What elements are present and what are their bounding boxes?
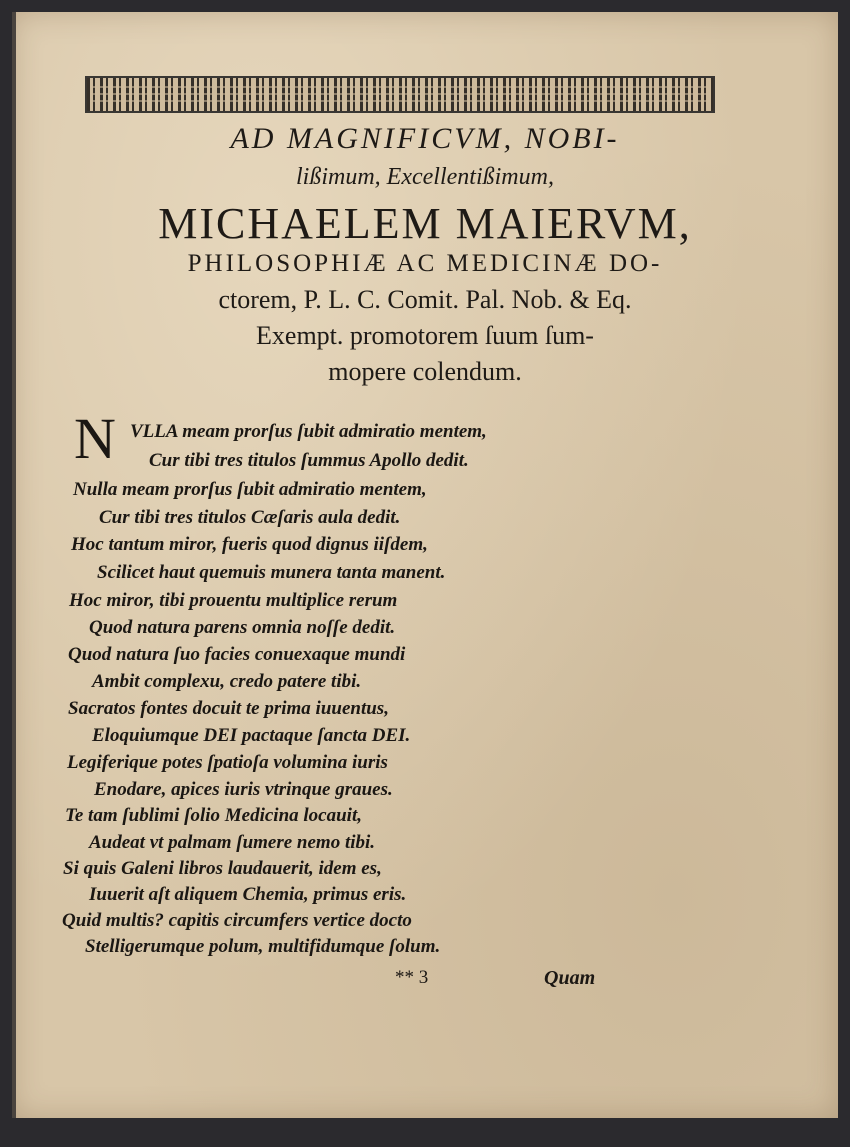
title-line-1: AD MAGNIFICVM, NOBI- [230,122,620,155]
verse-line: Eloquiumque DEI pactaque ſancta DEI. [92,725,411,746]
verse-line: Quod natura ſuo facies conuexaque mundi [68,644,406,665]
verse-line: Hoc tantum miror, fueris quod dignus iiſdem, [71,534,428,555]
verse-line: Enodare, apices iuris vtrinque graues. [94,779,393,800]
title-line-2: lißimum, Excellentißimum, [296,164,554,190]
verse-line: Quod natura parens omnia noſſe dedit. [89,617,396,638]
verse-line: Te tam ſublimi ſolio Medicina locauit, [65,805,362,826]
verse-line: Hoc miror, tibi prouentu multiplice rerum [69,590,398,611]
verse-line: Cur tibi tres titulos Cæſaris aula dedit. [99,507,401,528]
title-line-4: PHILOSOPHIÆ AC MEDICINÆ DO- [187,250,663,277]
verse-line: Audeat vt palmam ſumere nemo tibi. [89,832,376,853]
verse-line: Si quis Galeni libros laudauerit, idem es, [63,858,382,879]
signature-mark: ** 3 [395,967,429,988]
verse-line: Stelligerumque polum, multifidumque ſolum. [85,936,441,957]
verse-line: Sacratos fontes docuit te prima iuuentus, [68,698,389,719]
verse-line: Ambit complexu, credo patere tibi. [92,671,362,692]
catchword: Quam [544,967,596,989]
drop-capital: N [74,406,116,471]
verse-line: VLLA meam prorſus ſubit admiratio mentem, [130,421,487,442]
title-line-6: Exempt. promotorem ſuum ſum- [256,321,594,350]
book-page [12,12,838,1118]
title-line-7: mopere colendum. [328,357,522,386]
verse-line: Cur tibi tres titulos ſummus Apollo dedit. [149,450,469,471]
verse-line: Quid multis? capitis circumfers vertice docto [62,910,412,931]
verse-line: Nulla meam prorſus ſubit admiratio mentem, [73,479,427,500]
poem [12,12,838,1118]
title-line-3: MICHAELEM MAIERVM, [158,199,692,248]
verse-line: Legiferique potes ſpatioſa volumina iuris [67,752,388,773]
verse-line: Scilicet haut quemuis munera tanta manent. [97,562,446,583]
verse-line: Iuuerit aſt aliquem Chemia, primus eris. [89,884,407,905]
title-line-5: ctorem, P. L. C. Comit. Pal. Nob. & Eq. [218,285,632,314]
